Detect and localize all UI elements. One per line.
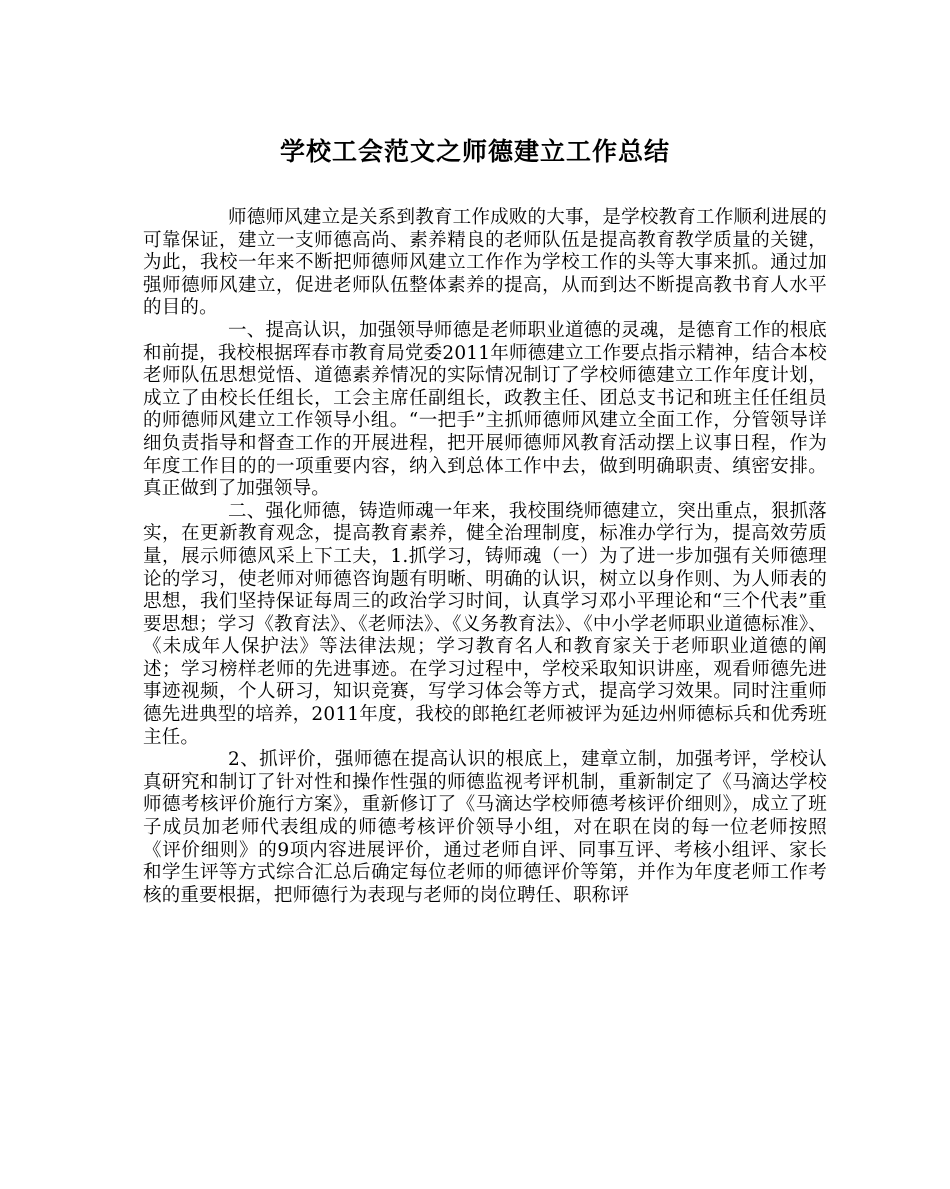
paragraph-section-1: 一、提高认识，加强领导师德是老师职业道德的灵魂，是德育工作的根底和前提，我校根据珲春市教育局党委2011年师德建立工作要点指示精神，结合本校老师队伍思想觉悟、道德素养情况的实际情况制订了学校师德建立工作年度计划，成立了由校长任组长，工会主席任副组长，政教主任、团总支书记和班主任任组员的师德师风建立工作领导小组。“一把手”主抓师德师风建立全面工作，分管领导详细负责指导和督查工作的开展进程，把开展师德师风教育活动摆上议事日程，作为年度工作目的的一项重要内容，纳入到总体工作中去，做到明确职责、缜密安排。真正做到了加强领导。 bbox=[143, 319, 827, 500]
document-body bbox=[143, 207, 827, 907]
paragraph-section-2-2: 2、抓评价，强师德在提高认识的根底上，建章立制，加强考评，学校认真研究和制订了针对性和操作性强的师德监视考评机制，重新制定了《马滴达学校师德考核评价施行方案》，重新修订了《马滴达学校师德考核评价细则》，成立了班子成员加老师代表组成的师德考核评价领导小组，对在职在岗的每一位老师按照《评价细则》的9项内容进展评价，通过老师自评、同事互评、考核小组评、家长和学生评等方式综合汇总后确定每位老师的师德评价等第，并作为年度老师工作考核的重要根据，把师德行为表现与老师的岗位聘任、职称评 bbox=[143, 749, 827, 906]
paragraph-intro: 师德师风建立是关系到教育工作成败的大事，是学校教育工作顺利进展的可靠保证，建立一支师德高尚、素养精良的老师队伍是提高教育教学质量的关键，为此，我校一年来不断把师德师风建立工作作为学校工作的头等大事来抓。通过加强师德师风建立，促进老师队伍整体素养的提高，从而到达不断提高教书育人水平的目的。 bbox=[143, 207, 827, 319]
paragraph-section-2: 二、强化师德，铸造师魂一年来，我校围绕师德建立，突出重点，狠抓落实，在更新教育观念，提高教育素养，健全治理制度，标准办学行为，提高效劳质量，展示师德风采上下工夫，1.抓学习，铸师魂（一）为了进一步加强有关师德理论的学习，使老师对师德咨询题有明晰、明确的认识，树立以身作则、为人师表的思想，我们坚持保证每周三的政治学习时间，认真学习邓小平理论和“三个代表”重要思想；学习《教育法》、《老师法》、《义务教育法》、《中小学老师职业道德标准》、《未成年人保护法》等法律法规；学习教育名人和教育家关于老师职业道德的阐述；学习榜样老师的先进事迹。在学习过程中，学校采取知识讲座，观看师德先进事迹视频，个人研习，知识竞赛，写学习体会等方式，提高学习效果。同时注重师德先进典型的培养，2011年度，我校的郎艳红老师被评为延边州师德标兵和优秀班主任。 bbox=[143, 500, 827, 748]
document-title: 学校工会范文之师德建立工作总结 bbox=[279, 137, 670, 166]
